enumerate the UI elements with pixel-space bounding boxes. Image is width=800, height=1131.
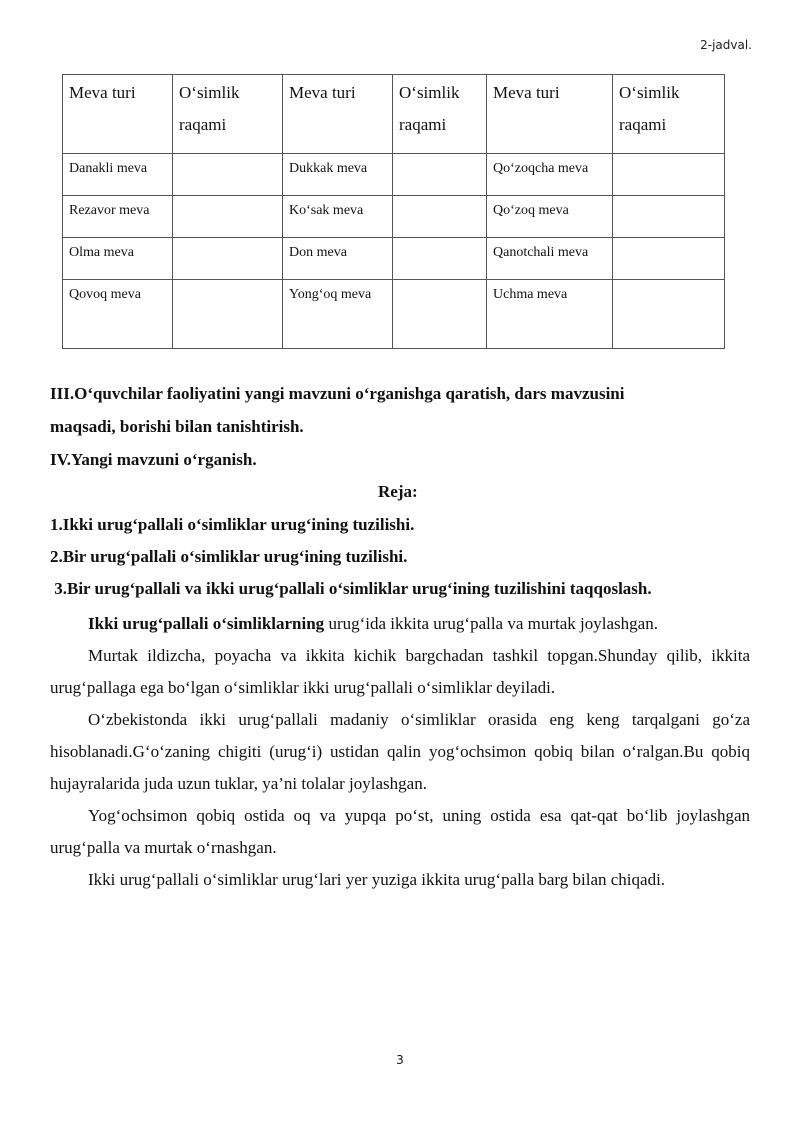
table-cell-empty bbox=[613, 238, 725, 280]
plan-title: Reja: bbox=[378, 482, 418, 501]
table-cell-empty bbox=[393, 196, 487, 238]
table-cell-empty bbox=[613, 154, 725, 196]
plan-item-2: 2.Bir urug‘pallali o‘simliklar urug‘ining tuzilishi. bbox=[50, 547, 408, 566]
table-cell: Rezavor meva bbox=[63, 196, 173, 238]
table-row bbox=[63, 280, 725, 349]
section-heading-4: IV.Yangi mavzuni o‘rganish. bbox=[50, 450, 257, 469]
paragraph-2: Murtak ildizcha, poyacha va ikkita kichik bargchadan tashkil topgan.Shunday qilib, ikkita urug‘pallaga ega bo‘lgan o‘simliklar ikki urug‘pallali o‘simliklar deyiladi. bbox=[50, 646, 750, 697]
table-cell-empty bbox=[613, 280, 725, 349]
plan-item-3: 3.Bir urug‘pallali va ikki urug‘pallali o‘simliklar urug‘ining tuzilishini taqqoslash. bbox=[50, 579, 652, 598]
table-cell-empty bbox=[393, 238, 487, 280]
table-row bbox=[63, 238, 725, 280]
paragraph-1 bbox=[50, 608, 750, 640]
table-cell-empty bbox=[393, 280, 487, 349]
table-cell: Ko‘sak meva bbox=[283, 196, 393, 238]
table-cell: Uchma meva bbox=[487, 280, 613, 349]
section-heading-3-line1: III.O‘quvchilar faoliyatini yangi mavzuni o‘rganishga qaratish, dars mavzusini bbox=[50, 384, 625, 403]
table-cell: Danakli meva bbox=[63, 154, 173, 196]
paragraph-5: Ikki urug‘pallali o‘simliklar urug‘lari yer yuziga ikkita urug‘palla barg bilan chiqadi. bbox=[88, 870, 666, 889]
table-cell-empty bbox=[173, 196, 283, 238]
header-fruit-type: Meva turi bbox=[63, 75, 173, 154]
body-text bbox=[50, 608, 750, 896]
table-header-row bbox=[63, 75, 725, 154]
table-cell: Dukkak meva bbox=[283, 154, 393, 196]
table-cell: Yong‘oq meva bbox=[283, 280, 393, 349]
table-cell-empty bbox=[173, 154, 283, 196]
fruit-types-table bbox=[62, 74, 725, 349]
table-cell-empty bbox=[613, 196, 725, 238]
table-cell: Don meva bbox=[283, 238, 393, 280]
table-cell-empty bbox=[393, 154, 487, 196]
header-fruit-type: Meva turi bbox=[283, 75, 393, 154]
header-plant-number: O‘simlik raqami bbox=[173, 75, 283, 154]
table-cell-empty bbox=[173, 238, 283, 280]
plan-item-1: 1.Ikki urug‘pallali o‘simliklar urug‘ining tuzilishi. bbox=[50, 515, 415, 534]
table-caption: 2-jadval. bbox=[700, 38, 752, 52]
paragraph-4: Yog‘ochsimon qobiq ostida oq va yupqa po‘st, uning ostida esa qat-qat bo‘lib joylashgan urug‘palla va murtak o‘rnashgan. bbox=[50, 806, 750, 857]
table-cell: Qovoq meva bbox=[63, 280, 173, 349]
paragraph-3: O‘zbekistonda ikki urug‘pallali madaniy o‘simliklar orasida eng keng tarqalgani go‘za hisoblanadi.G‘o‘zaning chigiti (urug‘i) ustidan qalin yog‘ochsimon qobiq bilan o‘ralgan.Bu qobiq hujayralarida juda uzun tuklar, ya’ni tolalar joylashgan. bbox=[50, 710, 750, 793]
table-cell: Qo‘zoqcha meva bbox=[487, 154, 613, 196]
table-row bbox=[63, 196, 725, 238]
table-cell-empty bbox=[173, 280, 283, 349]
paragraph-1-rest: urug‘ida ikkita urug‘palla va murtak joylashgan. bbox=[324, 614, 658, 633]
page-number: 3 bbox=[396, 1053, 404, 1067]
paragraph-1-lead: Ikki urug‘pallali o‘simliklarning bbox=[88, 614, 325, 633]
table-row bbox=[63, 154, 725, 196]
header-plant-number: O‘simlik raqami bbox=[613, 75, 725, 154]
section-heading-3-line2: maqsadi, borishi bilan tanishtirish. bbox=[50, 417, 304, 436]
header-plant-number: O‘simlik raqami bbox=[393, 75, 487, 154]
table-cell: Olma meva bbox=[63, 238, 173, 280]
header-fruit-type: Meva turi bbox=[487, 75, 613, 154]
table-cell: Qo‘zoq meva bbox=[487, 196, 613, 238]
table-cell: Qanotchali meva bbox=[487, 238, 613, 280]
